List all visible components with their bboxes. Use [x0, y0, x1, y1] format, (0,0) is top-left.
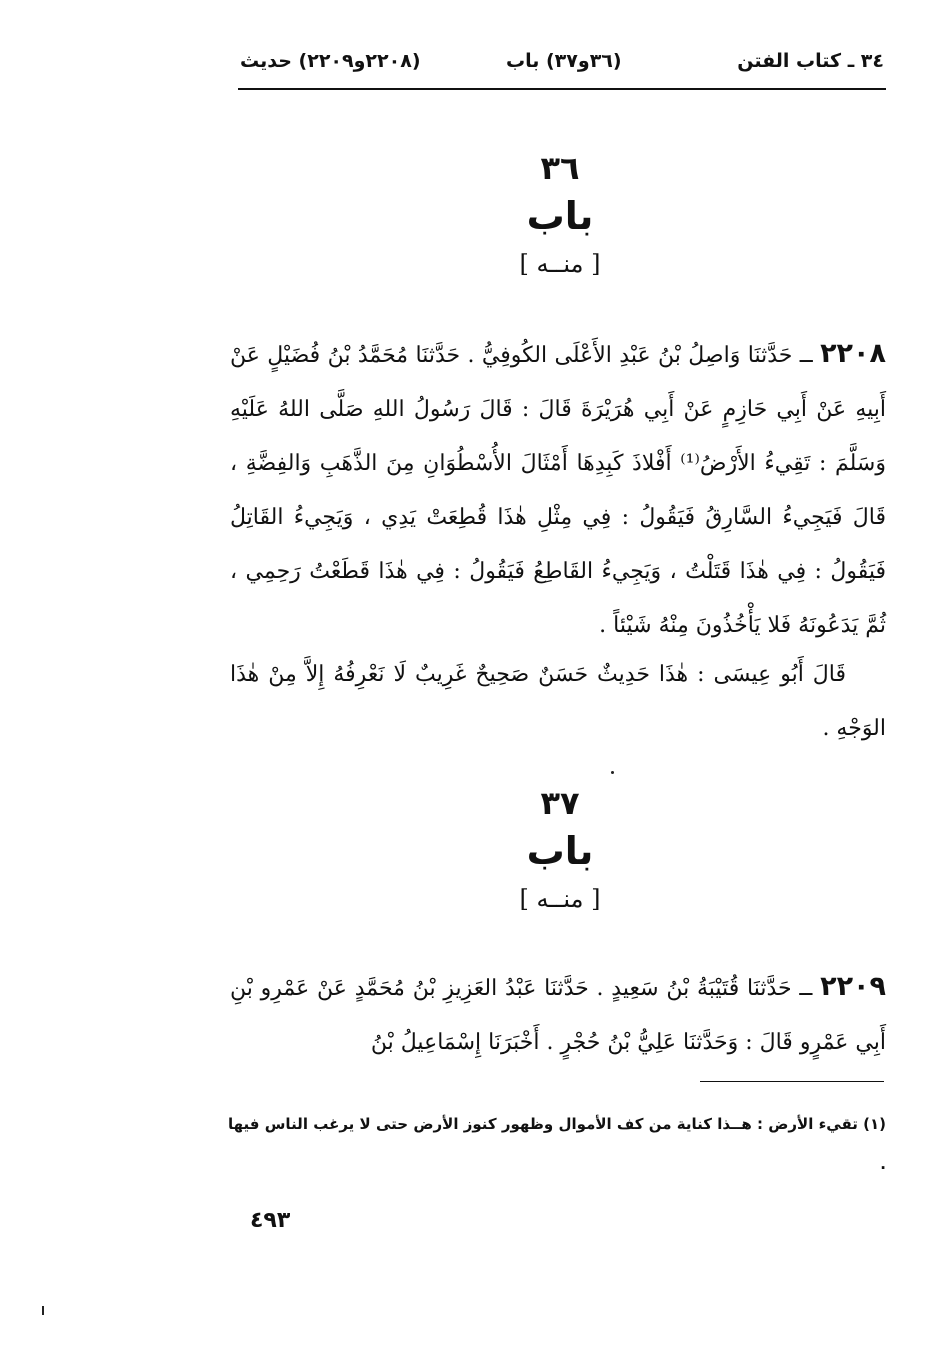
footnote	[228, 1104, 886, 1184]
hadith-number: ٢٢٠٩	[820, 971, 887, 1002]
comment-text: قَالَ أَبُو عِيسَى : هٰذَا حَدِيثٌ حَسَنٌ صَحِيحٌ غَرِيبٌ لَا نَعْرِفُهُ إِلاَّ مِنْ هٰذَا الوَجْهِ .	[230, 662, 886, 741]
chapter-subtitle: [ منــه ]	[519, 250, 601, 278]
header-chapter-range: (٣٦و٣٧) باب	[506, 50, 622, 72]
chapter-heading-36	[400, 148, 720, 284]
chapter-number: ٣٦	[540, 149, 580, 187]
chapter-word: باب	[526, 829, 594, 873]
header-book-title: ٣٤ ـ كتاب الفتن	[737, 50, 884, 72]
running-header	[238, 44, 886, 84]
footnote-text: (١) تقيء الأرض : هــذا كناية من كف الأموال وظهور كنوز الأرض حتى لا يرغب الناس فيها .	[228, 1115, 886, 1173]
page-number: ٤٩٣	[250, 1208, 291, 1233]
chapter-subtitle: [ منــه ]	[519, 885, 601, 913]
header-divider	[238, 88, 886, 90]
hadith-number: ٢٢٠٨	[820, 338, 886, 369]
chapter-heading-37	[400, 783, 720, 919]
hadith-2208	[230, 327, 886, 653]
header-hadith-range: (٢٢٠٨و٢٢٠٩) حديث	[240, 50, 421, 72]
chapter-number: ٣٧	[540, 784, 580, 822]
hadith-2208-comment	[230, 648, 886, 756]
scan-speck	[42, 1306, 44, 1315]
hadith-text: ــ حَدَّثنَا قُتَيْبَةُ بْنُ سَعِيدٍ . حَدَّثنَا عَبْدُ العَزِيزِ بْنُ مُحَمَّدٍ عَنْ عَمْرِو بْنِ أَبِي عَمْرٍو قَالَ : وَحَدَّثنَا عَلِيُّ بْنُ حُجْرٍ . أَخْبَرَنَا إِسْمَاعِيلُ بْنُ	[230, 976, 886, 1055]
hadith-2209	[230, 960, 886, 1070]
scan-speck	[611, 771, 614, 774]
chapter-word: باب	[526, 194, 594, 238]
footnote-divider	[700, 1081, 884, 1082]
hadith-text: ــ حَدَّثنَا وَاصِلُ بْنُ عَبْدِ الأَعْلَى الكُوفِيُّ . حَدَّثنَا مُحَمَّدُ بْنُ فُضَيْلٍ عَنْ أَبِيهِ عَنْ أَبِي حَازِمٍ عَنْ أَبِي هُرَيْرَةَ قَالَ : قَالَ رَسُولُ اللهِ صَلَّى اللهُ عَلَيْهِ وَسَلَّمَ : تَقِيءُ الأَرْضُ⁽¹⁾ أَفْلاذَ كَبِدِهَا أَمْثَالَ الأُسْطُوَانِ مِنَ الذَّهَبِ وَالفِضَّةِ ، قَالَ فَيَجِيءُ السَّارِقُ فَيَقُولُ : فِي مِثْلِ هٰذَا قُطِعَتْ يَدِي ، وَيَجِيءُ القَاتِلُ فَيَقُولُ : فِي هٰذَا قَتَلْتُ ، وَيَجِيءُ القَاطِعُ فَيَقُولُ : فِي هٰذَا قَطَعْتُ رَحِمِي ، ثُمَّ يَدَعُونَهُ فَلا يَأْخُذُونَ مِنْهُ شَيْئاً .	[230, 343, 886, 638]
